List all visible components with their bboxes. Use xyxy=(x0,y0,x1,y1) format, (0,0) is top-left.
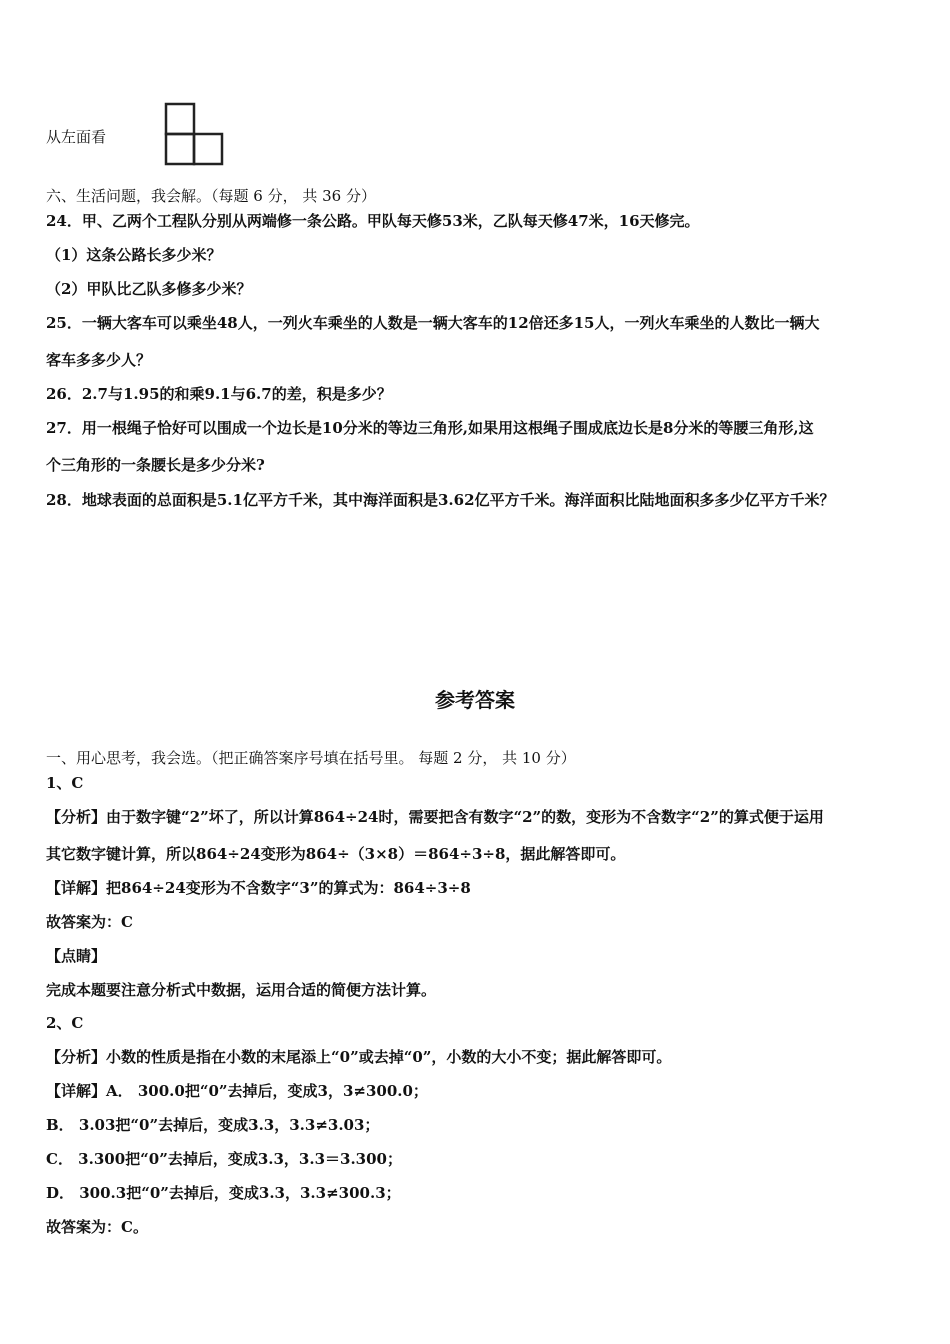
answer-1-detail: 【详解】把864÷24变形为不含数字“3”的算式为：864÷3÷8 xyxy=(46,879,471,897)
view-label: 从左面看 xyxy=(46,128,107,146)
answer-2-detail-a: 【详解】A． 300.0把“0”去掉后，变成3，3≠300.0； xyxy=(46,1082,428,1100)
question-25-line2: 客车多多少人？ xyxy=(46,351,152,369)
answer-1-comment-label: 【点睛】 xyxy=(46,947,107,965)
answer-2-analysis: 【分析】小数的性质是指在小数的末尾添上“0”或去掉“0”，小数的大小不变；据此解答即可。 xyxy=(46,1048,672,1066)
answer-2-detail-b: B． 3.03把“0”去掉后，变成3.3，3.3≠3.03； xyxy=(46,1116,380,1134)
top-square xyxy=(166,104,194,134)
section6-heading: 六、生活问题，我会解。（每题 6 分， 共 36 分） xyxy=(46,187,376,205)
question-28: 28．地球表面的总面积是5.1亿平方千米，其中海洋面积是3.62亿平方千米。海洋面积比陆地面积多多少亿平方千米？ xyxy=(46,491,835,509)
answer-1-result: 故答案为：C xyxy=(46,913,133,931)
answer-2-detail-d: D． 300.3把“0”去掉后，变成3.3，3.3≠300.3； xyxy=(46,1184,401,1202)
question-27-line2: 个三角形的一条腰长是多少分米? xyxy=(46,456,265,474)
question-24-1: （1）这条公路长多少米？ xyxy=(46,246,222,264)
bottom-right-square xyxy=(194,134,222,164)
answer-1-comment: 完成本题要注意分析式中数据，运用合适的简便方法计算。 xyxy=(46,981,437,999)
answer-2-result: 故答案为：C。 xyxy=(46,1218,148,1236)
answers-title: 参考答案 xyxy=(435,688,515,712)
question-27-line1: 27．用一根绳子恰好可以围成一个边长是10分米的等边三角形,如果用这根绳子围成底边长是8分米的等腰三角形,这 xyxy=(46,419,814,437)
answer-1-analysis-line2: 其它数字键计算，所以864÷24变形为864÷（3×8）＝864÷3÷8，据此解答即可。 xyxy=(46,845,626,863)
answer-2-detail-c: C． 3.300把“0”去掉后，变成3.3，3.3＝3.300； xyxy=(46,1150,402,1168)
question-24: 24．甲、乙两个工程队分别从两端修一条公路。甲队每天修53米，乙队每天修47米，16天修完。 xyxy=(46,212,700,230)
answer-2: 2、C xyxy=(46,1014,84,1032)
left-view-figure xyxy=(164,102,226,168)
question-26: 26．2.7与1.95的和乘9.1与6.7的差，积是多少？ xyxy=(46,385,392,403)
answer-1-analysis-line1: 【分析】由于数字键“2”坏了，所以计算864÷24时，需要把含有数字“2”的数，变形为不含数字“2”的算式便于运用 xyxy=(46,808,824,826)
answer-1: 1、C xyxy=(46,774,84,792)
question-24-2: （2）甲队比乙队多修多少米？ xyxy=(46,280,252,298)
bottom-left-square xyxy=(166,134,194,164)
question-25-line1: 25．一辆大客车可以乘坐48人，一列火车乘坐的人数是一辆大客车的12倍还多15人，一列火车乘坐的人数比一辆大 xyxy=(46,314,820,332)
answers-section1-heading: 一、用心思考，我会选。（把正确答案序号填在括号里。 每题 2 分， 共 10 分） xyxy=(46,749,576,767)
